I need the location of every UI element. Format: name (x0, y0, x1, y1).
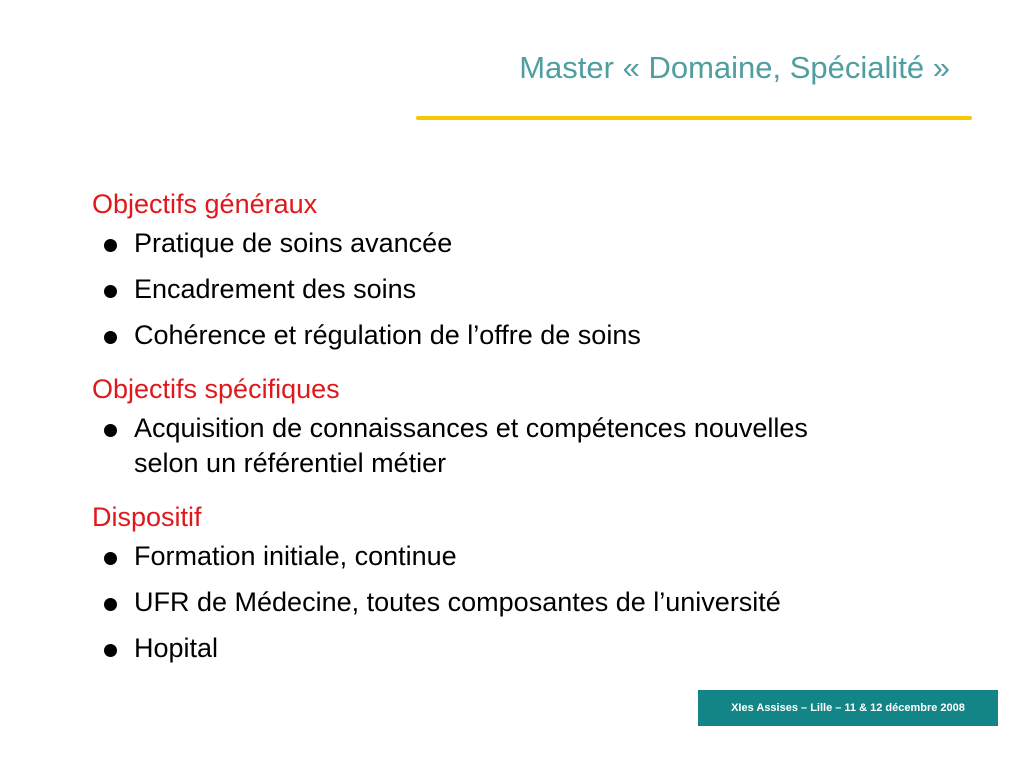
bullet-item (92, 272, 992, 307)
bullet-text: Hopital (134, 633, 219, 663)
bullet-text: Formation initiale, continue (134, 541, 457, 571)
bullet-item (92, 585, 992, 620)
bullet-text: Pratique de soins avancée (134, 228, 453, 258)
bullet-text: Cohérence et régulation de l’offre de soins (134, 320, 641, 350)
bullet-item (92, 226, 992, 261)
bullet-dot-icon (104, 285, 117, 298)
section-heading: Objectifs spécifiques (92, 374, 340, 404)
bullet-dot-icon (104, 239, 117, 252)
bullet-list (92, 411, 992, 481)
footer-event-badge: XIes Assises – Lille – 11 & 12 décembre 2008 (698, 690, 998, 726)
section-heading: Dispositif (92, 502, 202, 532)
bullet-text: Acquisition de connaissances et compétences nouvelles selon un référentiel métier (134, 413, 808, 478)
title-underline (416, 116, 972, 120)
section-objectifs-specifiques (92, 367, 992, 481)
bullet-item (92, 411, 854, 481)
bullet-item (92, 631, 992, 666)
section-heading: Objectifs généraux (92, 189, 318, 219)
bullet-dot-icon (104, 644, 117, 657)
bullet-text: UFR de Médecine, toutes composantes de l’université (134, 587, 781, 617)
bullet-list (92, 226, 992, 353)
bullet-text: Encadrement des soins (134, 274, 417, 304)
slide-content (92, 182, 992, 666)
bullet-dot-icon (104, 552, 117, 565)
section-dispositif (92, 495, 992, 666)
bullet-dot-icon (104, 331, 117, 344)
bullet-dot-icon (104, 424, 117, 437)
slide-title: Master « Domaine, Spécialité » (519, 50, 950, 85)
bullet-list (92, 539, 992, 666)
bullet-dot-icon (104, 598, 117, 611)
bullet-item (92, 539, 992, 574)
section-objectifs-generaux (92, 182, 992, 353)
bullet-item (92, 318, 992, 353)
